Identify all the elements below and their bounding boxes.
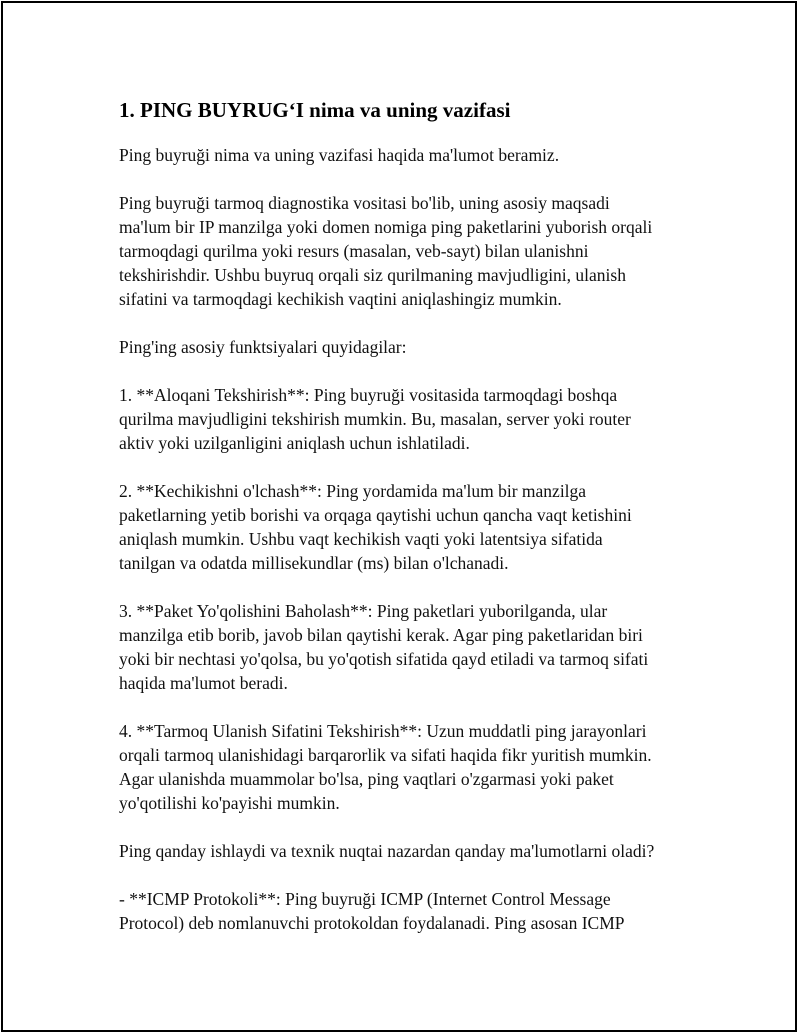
- text-line: tanilgan va odatda millisekundlar (ms) bilan o'lchanadi.: [119, 553, 509, 573]
- text-line: tekshirishdir. Ushbu buyruq orqali siz qurilmaning mavjudligini, ulanish: [119, 265, 626, 285]
- document-body: [119, 95, 699, 935]
- text-line: Ping buyruği nima va uning vazifasi haqida ma'lumot beramiz.: [119, 145, 560, 165]
- paragraph-item-1: [119, 383, 699, 455]
- text-line: Ping buyruği tarmoq diagnostika vositasi bo'lib, uning asosiy maqsadi: [119, 193, 610, 213]
- text-line: aniqlash mumkin. Ushbu vaqt kechikish vaqti yoki latentsiya sifatida: [119, 529, 603, 549]
- text-line: sifatini va tarmoqdagi kechikish vaqtini aniqlashingiz mumkin.: [119, 289, 562, 309]
- text-line: aktiv yoki uzilganligini aniqlash uchun ishlatiladi.: [119, 433, 470, 453]
- text-line: 3. **Paket Yo'qolishini Baholash**: Ping paketlari yuborilganda, ular: [119, 601, 608, 621]
- text-line: - **ICMP Protokoli**: Ping buyruği ICMP (Internet Control Message: [119, 889, 611, 909]
- text-line: 1. **Aloqani Tekshirish**: Ping buyruği vositasida tarmoqdagi boshqa: [119, 385, 618, 405]
- text-line: yo'qotilishi ko'payishi mumkin.: [119, 793, 340, 813]
- paragraph-item-3: [119, 599, 699, 695]
- text-line: Protocol) deb nomlanuvchi protokoldan foydalanadi. Ping asosan ICMP: [119, 913, 625, 933]
- paragraph-item-4: [119, 719, 699, 815]
- paragraph-icmp: [119, 887, 699, 935]
- paragraph-functions-intro: [119, 335, 699, 359]
- text-line: Agar ulanishda muammolar bo'lsa, ping vaqtlari o'zgarmasi yoki paket: [119, 769, 614, 789]
- text-line: yoki bir nechtasi yo'qolsa, bu yo'qotish sifatida qayd etiladi va tarmoq sifati: [119, 649, 649, 669]
- page-frame: [1, 1, 797, 1032]
- text-line: manzilga etib borib, javob bilan qaytishi kerak. Agar ping paketlaridan biri: [119, 625, 643, 645]
- text-line: 4. **Tarmoq Ulanish Sifatini Tekshirish**: Uzun muddatli ping jarayonlari: [119, 721, 647, 741]
- paragraph-intro: [119, 143, 699, 167]
- text-line: Ping'ing asosiy funktsiyalari quyidagilar:: [119, 337, 407, 357]
- text-line: qurilma mavjudligini tekshirish mumkin. Bu, masalan, server yoki router: [119, 409, 631, 429]
- text-line: paketlarning yetib borishi va orqaga qaytishi uchun qancha vaqt ketishini: [119, 505, 632, 525]
- paragraph-definition: [119, 191, 699, 311]
- text-line: ma'lum bir IP manzilga yoki domen nomiga ping paketlarini yuborish orqali: [119, 217, 653, 237]
- text-line: 2. **Kechikishni o'lchash**: Ping yordamida ma'lum bir manzilga: [119, 481, 587, 501]
- document-title: 1. PING BUYRUG‘I nima va uning vazifasi: [119, 98, 511, 122]
- paragraph-question: [119, 839, 699, 863]
- text-line: Ping qanday ishlaydi va texnik nuqtai nazardan qanday ma'lumotlarni oladi?: [119, 841, 655, 861]
- text-line: orqali tarmoq ulanishidagi barqarorlik va sifati haqida fikr yuritish mumkin.: [119, 745, 652, 765]
- text-line: haqida ma'lumot beradi.: [119, 673, 288, 693]
- paragraph-item-2: [119, 479, 699, 575]
- text-line: tarmoqdagi qurilma yoki resurs (masalan, veb-sayt) bilan ulanishni: [119, 241, 589, 261]
